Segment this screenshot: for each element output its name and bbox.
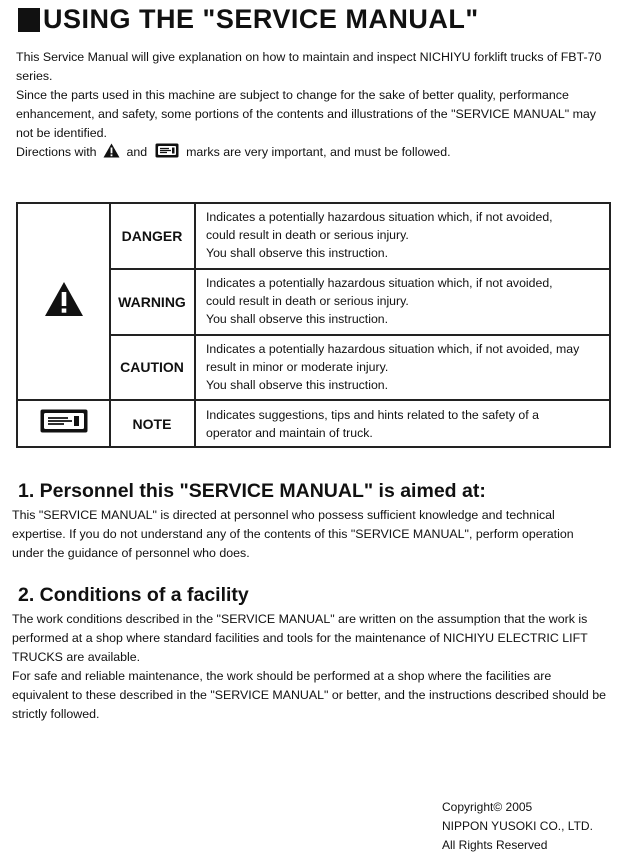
caution-description	[206, 340, 606, 394]
warning-description-line-2: could result in death or serious injury.	[206, 294, 409, 308]
caution-description-line-2: result in minor or moderate injury.	[206, 360, 389, 374]
pointing-hand-note-icon	[40, 409, 88, 438]
note-description-line-2: operator and maintain of truck.	[206, 426, 373, 440]
caution-description-line-1: Indicates a potentially hazardous situation which, if not avoided, may	[206, 342, 580, 356]
table-divider-label-col	[194, 204, 196, 446]
copyright-line-2: NIPPON YUSOKI CO., LTD.	[442, 819, 593, 833]
safety-marks-table	[16, 202, 611, 448]
page-title-text: USING THE "SERVICE MANUAL"	[43, 4, 479, 34]
danger-description-line-1: Indicates a potentially hazardous situation which, if not avoided,	[206, 210, 553, 224]
caution-description-line-3: You shall observe this instruction.	[206, 378, 389, 392]
caution-label: CAUTION	[120, 359, 184, 375]
section-2-paragraph-2: For safe and reliable maintenance, the work should be performed at a shop where the facilities are equivalent to these described in the "SERVICE MANUAL" or better, and the instructions described should be strictly followed.	[12, 669, 607, 721]
table-note-icon-cell	[18, 401, 109, 446]
warning-triangle-icon	[103, 143, 120, 164]
danger-label: DANGER	[121, 228, 183, 244]
intro-paragraph-1: This Service Manual will give explanation on how to maintain and inspect NICHIYU forklift trucks of FBT-70 series.	[16, 50, 602, 83]
section-2-heading: 2. Conditions of a facility	[18, 584, 249, 606]
danger-description-line-3: You shall observe this instruction.	[206, 246, 389, 260]
intro-directions-before: Directions with	[16, 145, 97, 159]
table-danger-icon-cell	[18, 204, 109, 399]
pointing-hand-note-icon	[155, 143, 179, 164]
warning-label: WARNING	[118, 293, 186, 310]
section-1-paragraph: This "SERVICE MANUAL" is directed at personnel who possess sufficient knowledge and technical expertise. If you do not understand any of the contents of this "SERVICE MANUAL", perform operation under the guidance of personnel who does.	[12, 508, 574, 560]
copyright-line-3: All Rights Reserved	[442, 838, 548, 852]
intro-directions-and: and	[126, 145, 148, 159]
page-title	[18, 4, 479, 35]
danger-description-line-2: could result in death or serious injury.	[206, 228, 409, 242]
warning-triangle-icon	[44, 281, 84, 322]
intro-paragraph-2: Since the parts used in this machine are subject to change for the sake of better quality, performance enhancement, and safety, some portions of the contents and illustrations of the "SERVICE MANUAL" may not be identified.	[16, 88, 596, 140]
section-1-body	[12, 506, 608, 563]
warning-description	[206, 274, 606, 328]
section-2-body	[12, 610, 608, 724]
intro-paragraph-3	[16, 143, 614, 164]
note-label: NOTE	[132, 415, 172, 432]
warning-description-line-1: Indicates a potentially hazardous situation which, if not avoided,	[206, 276, 553, 290]
copyright-line-1: Copyright© 2005	[442, 800, 533, 814]
note-description-line-1: Indicates suggestions, tips and hints related to the safety of a	[206, 408, 539, 422]
copyright-block	[442, 798, 593, 855]
section-2-paragraph-1: The work conditions described in the "SERVICE MANUAL" are written on the assumption that the work is performed at a shop where standard facilities and tools for the maintenance of NICHIYU ELECTRIC LIFT TRUCKS are available.	[12, 612, 588, 664]
note-description	[206, 406, 606, 442]
title-bullet-square	[18, 8, 40, 32]
warning-description-line-3: You shall observe this instruction.	[206, 312, 389, 326]
section-1-heading: 1. Personnel this "SERVICE MANUAL" is aimed at:	[18, 480, 486, 502]
intro-directions-after: marks are very important, and must be followed.	[186, 145, 451, 159]
danger-description	[206, 208, 606, 262]
intro-text	[16, 48, 614, 164]
